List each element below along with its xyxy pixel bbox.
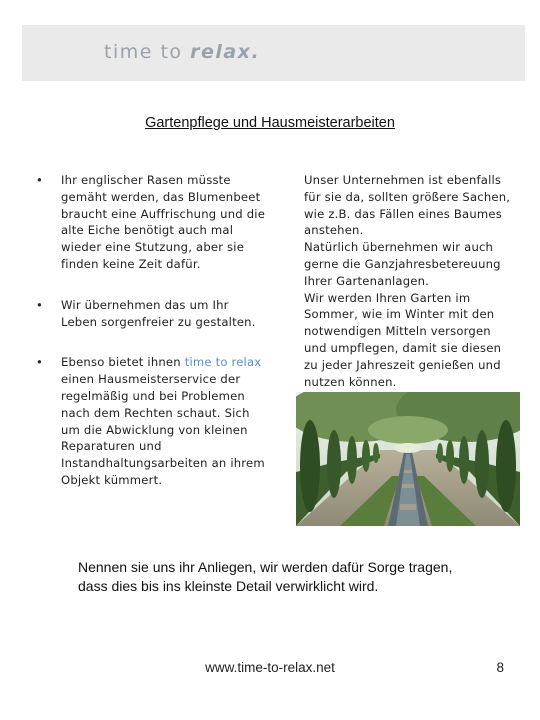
header-band (22, 25, 525, 81)
right-text-block (304, 172, 516, 390)
bullet-item-rasen (36, 172, 266, 273)
callout-line-2: dass dies bis ins kleinste Detail verwirklicht wird. (78, 578, 379, 594)
bullet-item-sorgenfrei (36, 297, 266, 331)
bullet-text-after: einen Hausmeisterservice der regelmäßig und bei Problemen nach dem Rechten schaut. Sich um die Abwicklung von kleinen Reparaturen und Instandhaltungsarbeiten an ihrem Objekt kümmert. (61, 372, 265, 487)
bullet-icon: • (36, 297, 44, 312)
page-number: 8 (496, 660, 504, 675)
footer-url: www.time-to-relax.net (205, 660, 335, 675)
logo-text-time-to: time to (104, 41, 191, 63)
bullet-text: Wir übernehmen das um Ihr Leben sorgenfreier zu gestalten. (61, 297, 256, 329)
left-bullet-list (36, 172, 266, 513)
bullet-icon: • (36, 355, 44, 370)
garden-photo (296, 392, 520, 526)
right-paragraph-2: Natürlich übernehmen wir auch gerne die Ganzjahresbetereuung Ihrer Gartenanlagen. (304, 240, 501, 288)
bullet-text-before: Ebenso bietet ihnen (61, 355, 185, 370)
callout-text (78, 558, 518, 596)
right-paragraph-1: Unser Unternehmen ist ebenfalls für sie da, sollten größere Sachen, wie z.B. das Fällen eines Baumes anstehen. (304, 173, 511, 238)
callout-line-1: Nennen sie uns ihr Anliegen, wir werden dafür Sorge tragen, (78, 559, 453, 575)
garden-illustration (296, 392, 520, 526)
brand-highlight: time to relax (184, 355, 262, 370)
right-paragraph-3: Wir werden Ihren Garten im Sommer, wie im Winter mit den notwendigen Mitteln versorgen und umpflegen, damit sie diesen zu jeder Jahreszeit genießen und nutzen können. (304, 290, 502, 389)
bullet-icon: • (36, 173, 44, 187)
bullet-text: Ihr englischer Rasen müsste gemäht werden, das Blumenbeet braucht eine Auffrischung und die alte Eiche benötigt auch mal wieder eine Stutzung, aber sie finden keine Zeit dafür. (61, 173, 266, 271)
bullet-item-hausmeister (36, 354, 266, 488)
logo-text-relax: relax. (190, 41, 261, 63)
bullet-text (61, 355, 265, 487)
logo (104, 41, 260, 63)
page-title: Gartenpflege und Hausmeisterarbeiten (145, 115, 395, 131)
